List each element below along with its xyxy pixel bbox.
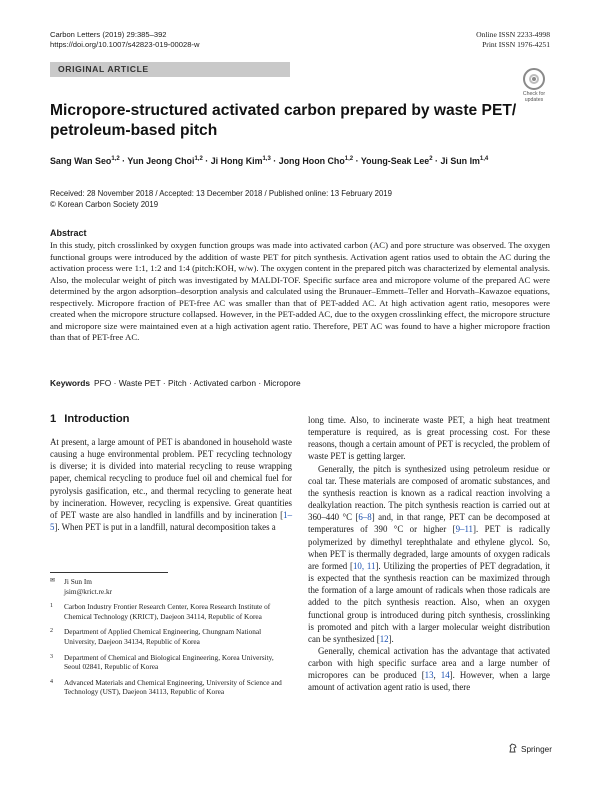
- author-name[interactable]: Ji Hong Kim$^{1,3}$: [210, 155, 271, 166]
- title-line-2: petroleum-based pitch: [50, 122, 218, 139]
- author-affiliation-mark: 1,2: [194, 156, 203, 162]
- badge-text-line1: Check for: [522, 91, 546, 97]
- body-left-column: [50, 436, 292, 533]
- body-right-column: [308, 414, 550, 694]
- affiliation-item: [50, 653, 292, 672]
- author-affiliation-mark: 1,2: [344, 156, 354, 162]
- article-type-label: ORIGINAL ARTICLE: [58, 64, 149, 74]
- copyright-notice: © Korean Carbon Society 2019: [50, 200, 159, 209]
- article-type-banner: [50, 62, 290, 77]
- corresponding-author: [50, 577, 292, 596]
- citation-link[interactable]: 1–5: [50, 509, 292, 533]
- running-header-right: [476, 30, 550, 50]
- citation-link[interactable]: 6–8: [358, 512, 372, 523]
- author-name[interactable]: Jong Hoon Cho$^{1,2}$: [278, 155, 354, 166]
- check-for-updates-badge[interactable]: [517, 68, 551, 108]
- intro-paragraph-1: At present, a large amount of PET is abandoned in household waste causing a huge environmental problem. PET recycling technology is diverse; it is divided into material recycling to reuse wrapping paper, chemical recycling to produce fuel oil and chemical fuel for pyrolysis gasification, etc., and thermal recycling to generate heat by incineration. However, recycling is expensive. Great quantities of PET waste are also handled in landfills and by incineration [1–5]. When PET is put in a landfill, natural decomposition takes a: [50, 437, 292, 533]
- citation-link[interactable]: 10, 11: [352, 560, 376, 571]
- corresponding-author-email[interactable]: jsim@krict.re.kr: [64, 586, 113, 596]
- springer-horse-icon: [508, 743, 518, 753]
- author-affiliation-mark: 2: [429, 156, 433, 162]
- keywords-line: [50, 378, 301, 388]
- affiliation-number: 4: [50, 678, 53, 685]
- publisher-logo: [508, 743, 552, 754]
- corresponding-author-name: Ji Sun Im: [64, 577, 92, 586]
- author-separator: ·: [432, 155, 441, 166]
- author-list: [50, 153, 570, 167]
- affiliation-number: 1: [50, 603, 53, 610]
- author-separator: ·: [270, 155, 279, 166]
- publisher-name: Springer: [521, 745, 552, 754]
- author-name[interactable]: Ji Sun Im$^{1,4}$: [440, 155, 489, 166]
- author-separator: ·: [353, 155, 361, 166]
- article-title: [50, 101, 520, 141]
- publication-dates: [50, 188, 392, 210]
- keywords-list: PFO · Waste PET · Pitch · Activated carbon · Micropore: [94, 378, 301, 388]
- section-number: 1: [50, 413, 57, 425]
- badge-text-line2: updates: [524, 97, 544, 103]
- doi-link[interactable]: https://doi.org/10.1007/s42823-019-00028-w: [50, 40, 200, 49]
- citation-link[interactable]: 9–11: [455, 524, 473, 535]
- author-affiliation-mark: 1,4: [479, 156, 489, 162]
- footnote-divider: [50, 572, 168, 573]
- keywords-label: Keywords: [50, 378, 91, 388]
- author-separator: ·: [202, 155, 211, 166]
- online-issn: Online ISSN 2233-4998: [476, 30, 550, 39]
- citation-link[interactable]: 14: [440, 670, 450, 681]
- footnotes: [50, 577, 292, 697]
- author-affiliation-mark: 1,3: [262, 156, 271, 162]
- abstract-body: In this study, pitch crosslinked by oxygen function groups was made into activated carbon (AC) and pore structure was observed. The oxygen functional groups were introduced by the addition of waste PET for pitch synthesis. Activation agent ratios used to obtain the AC during the activation process were 1:1, 1:2 and 1:4 (pitch:KOH, w/w). The oxygen content in the prepared pitch was characterized by elemental analysis. Also, the molecular weight of pitch was investigated by MALDI-TOF. Specific surface area and micropore volume of the prepared AC were determined by the argon adsorption–desorption analysis and calculated using the Brunauer–Emmett–Teller and Horvath–Kawazoe equations, respectively. Micropore fraction of PET-free AC was smaller than that of PET-added AC. At high activation agent ratio, mesopores were created when the micropore structure collapsed. However, in the PET-added AC, due to the oxygen crosslinking effect, the micropore structure and micropore size were maintained even at a high activation agent ratio. Therefore, PET AC was found to have a higher micropore fraction than that of PET-free AC.: [50, 240, 550, 343]
- author-separator: ·: [119, 155, 128, 166]
- history-dates: Received: 28 November 2018 / Accepted: 13 December 2018 / Published online: 13 February 2019: [50, 189, 392, 198]
- abstract-heading: Abstract: [50, 228, 87, 238]
- check-updates-icon: [523, 68, 545, 90]
- intro-paragraph-3: Generally, chemical activation has the advantage that activated carbon with high specific surface area and a large number of micropores can be produced [13, 14]. However, when a large amount of activation agent ratio is used, there: [308, 645, 550, 693]
- section-title: Introduction: [64, 413, 130, 425]
- author-name[interactable]: Young-Seak Lee$^2$: [360, 155, 433, 166]
- running-header-left: [50, 30, 199, 50]
- affiliation-number: 2: [50, 628, 53, 635]
- affiliation-item: [50, 678, 292, 697]
- intro-paragraph-2: Generally, the pitch is synthesized using petroleum residue or coal tar. These materials are composed of aromatic substances, and the synthesis reaction is known as a radical reaction involving a dealkylation reaction. The pitch synthesis reaction is carried out at 360–440 °C [6–8] and, in that range, PET can be decomposed at temperatures of 390 °C or higher [9–11]. PET is radically polymerized by dimethyl terephthalate and ethylene glycol. So, when PET is thermally degraded, large amounts of oxygen radicals are formed [10, 11]. Utilizing the properties of PET degradation, it is expected that the synthesis reaction can be maximized through the formation of a large amount of radicals when those radicals are added to the pitch synthesis reaction. Also, when an oxygen functional group is introduced during pitch synthesis, crosslinking is promoted and pitch with a larger molecular weight distribution can be synthesized [12].: [308, 463, 551, 644]
- author-name[interactable]: Yun Jeong Choi$^{1,2}$: [127, 155, 203, 166]
- envelope-icon: ✉: [50, 578, 56, 584]
- title-line-1: Micropore-structured activated carbon prepared by waste PET/: [50, 102, 517, 119]
- citation-link[interactable]: 12: [379, 633, 389, 644]
- affiliation-item: [50, 627, 292, 646]
- citation-link[interactable]: 13: [424, 670, 434, 681]
- affiliation-list: [50, 596, 292, 697]
- affiliation-text: Carbon Industry Frontier Research Center, Korea Research Institute of Chemical Technology (KRICT), Daejeon 34114, Republic of Korea: [64, 602, 271, 621]
- author-affiliation-mark: 1,2: [111, 156, 120, 162]
- affiliation-text: Department of Chemical and Biological Engineering, Korea University, Seoul 02841, Republic of Korea: [64, 652, 274, 672]
- journal-citation: Carbon Letters (2019) 29:385–392: [50, 30, 167, 39]
- affiliation-text: Advanced Materials and Chemical Engineering, University of Science and Technology (UST), Daejeon 34113, Republic of Korea: [64, 677, 282, 697]
- intro-paragraph-continued: long time. Also, to incinerate waste PET, a high heat treatment temperature is required, as is great processing cost. For these reasons, though a certain amount of PET is recycled, the problem of waste PET is getting larger.: [308, 415, 550, 462]
- author-name[interactable]: Sang Wan Seo$^{1,2}$: [50, 155, 120, 166]
- section-heading: [50, 413, 129, 425]
- affiliation-number: 3: [50, 653, 53, 660]
- affiliation-item: [50, 602, 292, 621]
- print-issn: Print ISSN 1976-4251: [482, 40, 550, 49]
- affiliation-text: Department of Applied Chemical Engineering, Chungnam National University, Daejeon 34134, Republic of Korea: [64, 627, 262, 646]
